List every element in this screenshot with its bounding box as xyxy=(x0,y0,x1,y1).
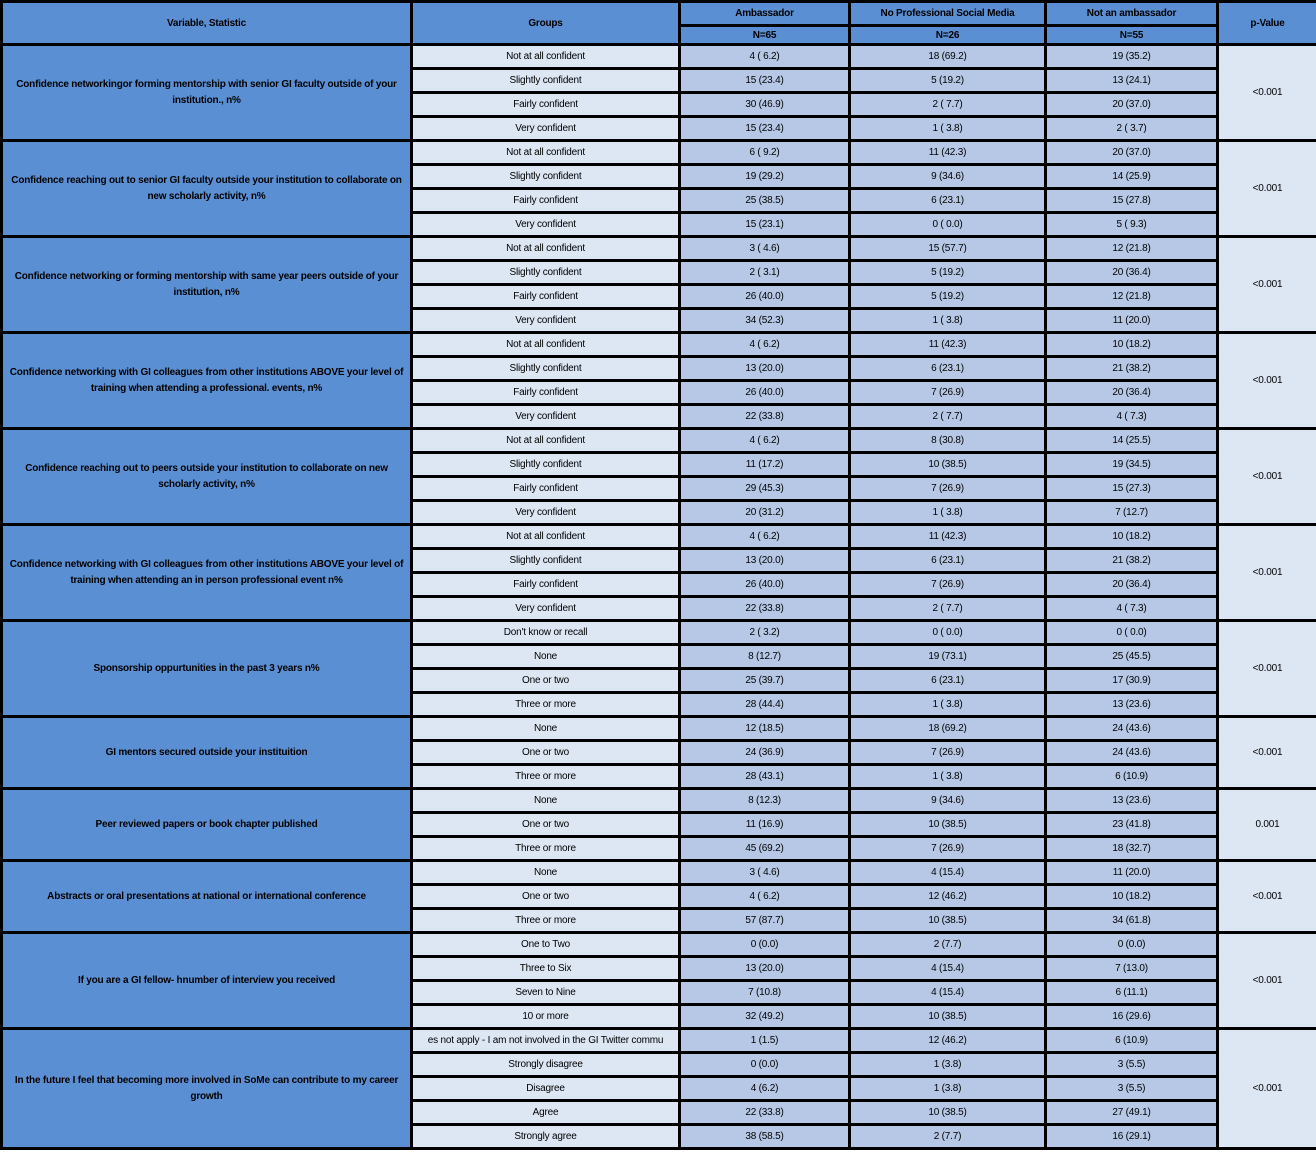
not-ambassador-value: 7 (12.7) xyxy=(1046,501,1218,525)
group-label: Slightly confident xyxy=(412,357,680,381)
not-ambassador-value: 14 (25.9) xyxy=(1046,165,1218,189)
not-ambassador-value: 10 (18.2) xyxy=(1046,885,1218,909)
table-row xyxy=(2,525,1316,549)
ambassador-value: 57 (87.7) xyxy=(680,909,850,933)
ambassador-value: 12 (18.5) xyxy=(680,717,850,741)
p-value: <0.001 xyxy=(1218,621,1316,717)
p-value: <0.001 xyxy=(1218,333,1316,429)
no-social-media-value: 2 ( 7.7) xyxy=(850,597,1046,621)
ambassador-value: 26 (40.0) xyxy=(680,285,850,309)
no-social-media-value: 18 (69.2) xyxy=(850,45,1046,69)
group-label: es not apply - I am not involved in the GI Twitter commu xyxy=(412,1029,680,1053)
ambassador-value: 26 (40.0) xyxy=(680,573,850,597)
group-label: Not at all confident xyxy=(412,429,680,453)
header-groups: Groups xyxy=(412,2,680,45)
group-label: Strongly agree xyxy=(412,1125,680,1149)
ambassador-value: 13 (20.0) xyxy=(680,957,850,981)
not-ambassador-value: 13 (23.6) xyxy=(1046,693,1218,717)
no-social-media-value: 7 (26.9) xyxy=(850,837,1046,861)
header-variable: Variable, Statistic xyxy=(2,2,412,45)
group-label: One or two xyxy=(412,669,680,693)
group-label: Very confident xyxy=(412,501,680,525)
no-social-media-value: 8 (30.8) xyxy=(850,429,1046,453)
ambassador-value: 22 (33.8) xyxy=(680,1101,850,1125)
table-body xyxy=(2,45,1316,1149)
no-social-media-value: 9 (34.6) xyxy=(850,165,1046,189)
no-social-media-value: 5 (19.2) xyxy=(850,261,1046,285)
not-ambassador-value: 6 (10.9) xyxy=(1046,765,1218,789)
not-ambassador-value: 5 ( 9.3) xyxy=(1046,213,1218,237)
header-not-ambassador: Not an ambassador xyxy=(1046,2,1218,26)
table-row xyxy=(2,45,1316,69)
table-row xyxy=(2,717,1316,741)
ambassador-value: 22 (33.8) xyxy=(680,405,850,429)
no-social-media-value: 12 (46.2) xyxy=(850,1029,1046,1053)
group-label: One to Two xyxy=(412,933,680,957)
group-label: Very confident xyxy=(412,309,680,333)
group-label: Very confident xyxy=(412,597,680,621)
group-label: Three or more xyxy=(412,909,680,933)
no-social-media-value: 6 (23.1) xyxy=(850,189,1046,213)
p-value: <0.001 xyxy=(1218,933,1316,1029)
ambassador-value: 11 (17.2) xyxy=(680,453,850,477)
not-ambassador-value: 2 ( 3.7) xyxy=(1046,117,1218,141)
group-label: Slightly confident xyxy=(412,453,680,477)
no-social-media-value: 0 ( 0.0) xyxy=(850,213,1046,237)
ambassador-value: 15 (23.4) xyxy=(680,69,850,93)
group-label: Fairly confident xyxy=(412,477,680,501)
group-label: Fairly confident xyxy=(412,285,680,309)
no-social-media-value: 1 ( 3.8) xyxy=(850,309,1046,333)
not-ambassador-value: 20 (37.0) xyxy=(1046,141,1218,165)
variable-label: Confidence networkingor forming mentorship with senior GI faculty outside of your institution., n% xyxy=(2,45,412,141)
not-ambassador-value: 10 (18.2) xyxy=(1046,525,1218,549)
no-social-media-value: 2 ( 7.7) xyxy=(850,405,1046,429)
group-label: Three to Six xyxy=(412,957,680,981)
table-row xyxy=(2,621,1316,645)
ambassador-value: 4 ( 6.2) xyxy=(680,429,850,453)
ambassador-value: 1 (1.5) xyxy=(680,1029,850,1053)
group-label: Don't know or recall xyxy=(412,621,680,645)
table-row xyxy=(2,333,1316,357)
not-ambassador-value: 4 ( 7.3) xyxy=(1046,405,1218,429)
group-label: Strongly disagree xyxy=(412,1053,680,1077)
not-ambassador-value: 6 (10.9) xyxy=(1046,1029,1218,1053)
no-social-media-value: 1 ( 3.8) xyxy=(850,693,1046,717)
group-label: 10 or more xyxy=(412,1005,680,1029)
no-social-media-value: 15 (57.7) xyxy=(850,237,1046,261)
p-value: <0.001 xyxy=(1218,237,1316,333)
group-label: Seven to Nine xyxy=(412,981,680,1005)
not-ambassador-value: 21 (38.2) xyxy=(1046,357,1218,381)
no-social-media-value: 2 ( 7.7) xyxy=(850,93,1046,117)
group-label: Fairly confident xyxy=(412,93,680,117)
ambassador-value: 26 (40.0) xyxy=(680,381,850,405)
ambassador-value: 25 (39.7) xyxy=(680,669,850,693)
variable-label: Confidence networking or forming mentorship with same year peers outside of your institution, n% xyxy=(2,237,412,333)
group-label: One or two xyxy=(412,741,680,765)
not-ambassador-value: 11 (20.0) xyxy=(1046,861,1218,885)
not-ambassador-value: 34 (61.8) xyxy=(1046,909,1218,933)
no-social-media-value: 7 (26.9) xyxy=(850,477,1046,501)
group-label: Not at all confident xyxy=(412,525,680,549)
ambassador-value: 19 (29.2) xyxy=(680,165,850,189)
group-label: One or two xyxy=(412,813,680,837)
ambassador-value: 4 (6.2) xyxy=(680,1077,850,1101)
not-ambassador-value: 11 (20.0) xyxy=(1046,309,1218,333)
not-ambassador-value: 20 (37.0) xyxy=(1046,93,1218,117)
group-label: Slightly confident xyxy=(412,261,680,285)
group-label: Fairly confident xyxy=(412,189,680,213)
group-label: Slightly confident xyxy=(412,165,680,189)
group-label: Fairly confident xyxy=(412,381,680,405)
ambassador-value: 28 (43.1) xyxy=(680,765,850,789)
group-label: Very confident xyxy=(412,117,680,141)
table-row xyxy=(2,429,1316,453)
no-social-media-value: 1 ( 3.8) xyxy=(850,501,1046,525)
no-social-media-value: 1 ( 3.8) xyxy=(850,765,1046,789)
no-social-media-value: 10 (38.5) xyxy=(850,909,1046,933)
not-ambassador-value: 20 (36.4) xyxy=(1046,381,1218,405)
not-ambassador-value: 17 (30.9) xyxy=(1046,669,1218,693)
not-ambassador-value: 6 (11.1) xyxy=(1046,981,1218,1005)
not-ambassador-value: 14 (25.5) xyxy=(1046,429,1218,453)
group-label: Disagree xyxy=(412,1077,680,1101)
group-label: None xyxy=(412,861,680,885)
group-label: Very confident xyxy=(412,405,680,429)
group-label: Three or more xyxy=(412,693,680,717)
ambassador-value: 25 (38.5) xyxy=(680,189,850,213)
p-value: <0.001 xyxy=(1218,717,1316,789)
variable-label: Confidence networking with GI colleagues from other institutions ABOVE your level of training when attending a professional. events, n% xyxy=(2,333,412,429)
variable-label: If you are a GI fellow- hnumber of interview you received xyxy=(2,933,412,1029)
no-social-media-value: 10 (38.5) xyxy=(850,813,1046,837)
no-social-media-value: 1 (3.8) xyxy=(850,1053,1046,1077)
table-header xyxy=(2,2,1316,45)
group-label: Not at all confident xyxy=(412,333,680,357)
ambassador-value: 8 (12.3) xyxy=(680,789,850,813)
ambassador-value: 38 (58.5) xyxy=(680,1125,850,1149)
no-social-media-value: 5 (19.2) xyxy=(850,69,1046,93)
no-social-media-value: 10 (38.5) xyxy=(850,1005,1046,1029)
table-row xyxy=(2,141,1316,165)
group-label: Three or more xyxy=(412,765,680,789)
not-ambassador-value: 24 (43.6) xyxy=(1046,741,1218,765)
table-row xyxy=(2,861,1316,885)
no-social-media-value: 11 (42.3) xyxy=(850,333,1046,357)
p-value: 0.001 xyxy=(1218,789,1316,861)
not-ambassador-value: 23 (41.8) xyxy=(1046,813,1218,837)
ambassador-value: 13 (20.0) xyxy=(680,549,850,573)
ambassador-value: 29 (45.3) xyxy=(680,477,850,501)
ambassador-value: 7 (10.8) xyxy=(680,981,850,1005)
p-value: <0.001 xyxy=(1218,141,1316,237)
not-ambassador-value: 4 ( 7.3) xyxy=(1046,597,1218,621)
no-social-media-value: 19 (73.1) xyxy=(850,645,1046,669)
variable-label: In the future I feel that becoming more involved in SoMe can contribute to my career growth xyxy=(2,1029,412,1149)
not-ambassador-value: 18 (32.7) xyxy=(1046,837,1218,861)
variable-label: Abstracts or oral presentations at national or international conference xyxy=(2,861,412,933)
no-social-media-value: 1 (3.8) xyxy=(850,1077,1046,1101)
group-label: Three or more xyxy=(412,837,680,861)
not-ambassador-value: 15 (27.3) xyxy=(1046,477,1218,501)
ambassador-value: 3 ( 4.6) xyxy=(680,237,850,261)
ambassador-value: 13 (20.0) xyxy=(680,357,850,381)
ambassador-value: 2 ( 3.2) xyxy=(680,621,850,645)
ambassador-value: 6 ( 9.2) xyxy=(680,141,850,165)
variable-label: Confidence networking with GI colleagues from other institutions ABOVE your level of training when attending an in person professional event n% xyxy=(2,525,412,621)
table-row xyxy=(2,237,1316,261)
p-value: <0.001 xyxy=(1218,429,1316,525)
not-ambassador-value: 16 (29.1) xyxy=(1046,1125,1218,1149)
no-social-media-value: 7 (26.9) xyxy=(850,573,1046,597)
not-ambassador-value: 3 (5.5) xyxy=(1046,1077,1218,1101)
no-social-media-value: 6 (23.1) xyxy=(850,669,1046,693)
group-label: Slightly confident xyxy=(412,549,680,573)
table-row xyxy=(2,1029,1316,1053)
group-label: One or two xyxy=(412,885,680,909)
no-social-media-value: 2 (7.7) xyxy=(850,933,1046,957)
no-social-media-value: 4 (15.4) xyxy=(850,981,1046,1005)
not-ambassador-value: 0 (0.0) xyxy=(1046,933,1218,957)
variable-label: Sponsorship oppurtunities in the past 3 years n% xyxy=(2,621,412,717)
not-ambassador-value: 15 (27.8) xyxy=(1046,189,1218,213)
no-social-media-value: 4 (15.4) xyxy=(850,861,1046,885)
ambassador-value: 4 ( 6.2) xyxy=(680,885,850,909)
ambassador-value: 34 (52.3) xyxy=(680,309,850,333)
no-social-media-value: 7 (26.9) xyxy=(850,381,1046,405)
variable-label: GI mentors secured outside your instituition xyxy=(2,717,412,789)
group-label: None xyxy=(412,717,680,741)
no-social-media-value: 0 ( 0.0) xyxy=(850,621,1046,645)
no-social-media-value: 10 (38.5) xyxy=(850,453,1046,477)
group-label: Not at all confident xyxy=(412,141,680,165)
ambassador-value: 2 ( 3.1) xyxy=(680,261,850,285)
ambassador-value: 4 ( 6.2) xyxy=(680,45,850,69)
no-social-media-value: 9 (34.6) xyxy=(850,789,1046,813)
ambassador-value: 3 ( 4.6) xyxy=(680,861,850,885)
ambassador-value: 15 (23.4) xyxy=(680,117,850,141)
ambassador-value: 30 (46.9) xyxy=(680,93,850,117)
no-social-media-value: 7 (26.9) xyxy=(850,741,1046,765)
ambassador-value: 4 ( 6.2) xyxy=(680,333,850,357)
no-social-media-value: 5 (19.2) xyxy=(850,285,1046,309)
ambassador-value: 0 (0.0) xyxy=(680,1053,850,1077)
ambassador-value: 28 (44.4) xyxy=(680,693,850,717)
not-ambassador-value: 0 ( 0.0) xyxy=(1046,621,1218,645)
not-ambassador-value: 21 (38.2) xyxy=(1046,549,1218,573)
header-n-no-social-media: N=26 xyxy=(850,26,1046,45)
header-n-ambassador: N=65 xyxy=(680,26,850,45)
no-social-media-value: 2 (7.7) xyxy=(850,1125,1046,1149)
not-ambassador-value: 7 (13.0) xyxy=(1046,957,1218,981)
not-ambassador-value: 12 (21.8) xyxy=(1046,237,1218,261)
group-label: Not at all confident xyxy=(412,237,680,261)
not-ambassador-value: 13 (24.1) xyxy=(1046,69,1218,93)
table-row xyxy=(2,933,1316,957)
ambassador-value: 22 (33.8) xyxy=(680,597,850,621)
not-ambassador-value: 19 (34.5) xyxy=(1046,453,1218,477)
not-ambassador-value: 16 (29.6) xyxy=(1046,1005,1218,1029)
ambassador-value: 11 (16.9) xyxy=(680,813,850,837)
no-social-media-value: 12 (46.2) xyxy=(850,885,1046,909)
not-ambassador-value: 3 (5.5) xyxy=(1046,1053,1218,1077)
table-row xyxy=(2,789,1316,813)
ambassador-value: 4 ( 6.2) xyxy=(680,525,850,549)
variable-label: Confidence reaching out to peers outside your institution to collaborate on new scholarly activity, n% xyxy=(2,429,412,525)
no-social-media-value: 11 (42.3) xyxy=(850,525,1046,549)
ambassador-value: 45 (69.2) xyxy=(680,837,850,861)
not-ambassador-value: 19 (35.2) xyxy=(1046,45,1218,69)
not-ambassador-value: 10 (18.2) xyxy=(1046,333,1218,357)
ambassador-value: 20 (31.2) xyxy=(680,501,850,525)
not-ambassador-value: 20 (36.4) xyxy=(1046,573,1218,597)
ambassador-value: 8 (12.7) xyxy=(680,645,850,669)
no-social-media-value: 6 (23.1) xyxy=(850,549,1046,573)
ambassador-value: 24 (36.9) xyxy=(680,741,850,765)
no-social-media-value: 4 (15.4) xyxy=(850,957,1046,981)
group-label: Agree xyxy=(412,1101,680,1125)
p-value: <0.001 xyxy=(1218,45,1316,141)
header-n-not-ambassador: N=55 xyxy=(1046,26,1218,45)
group-label: Not at all confident xyxy=(412,45,680,69)
group-label: None xyxy=(412,645,680,669)
no-social-media-value: 6 (23.1) xyxy=(850,357,1046,381)
no-social-media-value: 18 (69.2) xyxy=(850,717,1046,741)
header-p-value: p-Value xyxy=(1218,2,1316,45)
not-ambassador-value: 13 (23.6) xyxy=(1046,789,1218,813)
not-ambassador-value: 24 (43.6) xyxy=(1046,717,1218,741)
header-no-social-media: No Professional Social Media xyxy=(850,2,1046,26)
group-label: Slightly confident xyxy=(412,69,680,93)
ambassador-value: 0 (0.0) xyxy=(680,933,850,957)
p-value: <0.001 xyxy=(1218,1029,1316,1149)
ambassador-value: 32 (49.2) xyxy=(680,1005,850,1029)
no-social-media-value: 1 ( 3.8) xyxy=(850,117,1046,141)
not-ambassador-value: 25 (45.5) xyxy=(1046,645,1218,669)
variable-label: Peer reviewed papers or book chapter published xyxy=(2,789,412,861)
no-social-media-value: 10 (38.5) xyxy=(850,1101,1046,1125)
ambassador-value: 15 (23.1) xyxy=(680,213,850,237)
group-label: None xyxy=(412,789,680,813)
not-ambassador-value: 12 (21.8) xyxy=(1046,285,1218,309)
variable-label: Confidence reaching out to senior GI faculty outside your institution to collaborate on new scholarly activity, n% xyxy=(2,141,412,237)
no-social-media-value: 11 (42.3) xyxy=(850,141,1046,165)
header-ambassador: Ambassador xyxy=(680,2,850,26)
group-label: Fairly confident xyxy=(412,573,680,597)
not-ambassador-value: 27 (49.1) xyxy=(1046,1101,1218,1125)
p-value: <0.001 xyxy=(1218,861,1316,933)
p-value: <0.001 xyxy=(1218,525,1316,621)
not-ambassador-value: 20 (36.4) xyxy=(1046,261,1218,285)
group-label: Very confident xyxy=(412,213,680,237)
